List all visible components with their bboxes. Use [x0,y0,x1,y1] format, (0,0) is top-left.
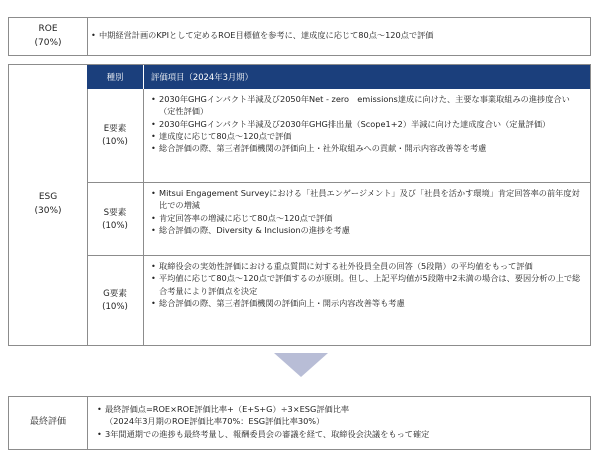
row-type: E要素 [103,123,127,134]
bullet-dot-icon: • [151,94,156,104]
list-item [151,212,582,224]
list-item [151,187,582,212]
list-item-text: 達成度に応じて80点～120点で評価 [159,130,292,141]
roe-bullet [91,29,580,41]
row-weight: (10%) [102,220,128,231]
bullet-dot-icon: • [151,297,156,308]
list-item-text: 平均値に応じて80点～120点で評価するのが原則。但し、上記平均値が5段階中2未満の場合は、要因分析の上で総合考量により評価点を決定 [159,273,581,296]
list-item [151,260,582,272]
roe-label-cell [9,18,88,55]
table-row-s [87,182,590,256]
bullet-dot-icon: • [151,273,156,284]
bullet-dot-icon: • [151,143,156,154]
bullet-dot-icon: • [151,118,156,129]
bullet-dot-icon: • [151,212,156,223]
list-item [151,297,582,309]
list-item-text: Mitsui Engagement Surveyにおける「社員エンゲージメント」及び「社員を活かす環境」肯定回答率の前年度対比での増減 [159,188,580,211]
list-item [97,428,582,440]
list-item-text: 取締役会の実効性評価における重点質問に対する社外役員全員の回答（5段階）の平均値をもって評価 [159,261,533,271]
list-item-text: 2030年GHGインパクト半減及び2050年Net - zero emissions達成に向けた、主要な事業取組みの進捗度合い（定性評価） [159,94,570,117]
bullet-dot-icon: • [151,188,156,198]
esg-label: ESG [38,192,58,203]
bullet-dot-icon: • [91,30,96,40]
esg-section [8,64,591,346]
list-item-text: 3年間通期での進捗も最終考量し、報酬委員会の審議を経て、取締役会決議をもって確定 [105,428,430,439]
row-type: S要素 [103,207,127,218]
bullet-dot-icon: • [97,428,102,439]
row-weight: (10%) [102,136,128,147]
row-type-cell [87,256,144,345]
row-items [144,89,590,182]
down-arrow-icon [274,353,328,377]
roe-content [91,29,580,41]
roe-label: ROE [38,23,58,34]
final-section [8,396,591,450]
esg-table-header [87,65,590,89]
final-label: 最終評価 [29,417,66,428]
row-type: G要素 [103,288,127,299]
table-row-g [87,255,590,345]
header-items: 評価項目（2024年3月期） [151,71,254,82]
bullet-dot-icon: • [151,224,156,235]
bullet-dot-icon: • [151,130,156,141]
list-item-text: 総合評価の際、第三者評価機関の評価向上・社外取組みへの貢献・開示内容改善等を考慮 [159,143,487,154]
final-label-cell [9,397,88,449]
esg-table [87,65,590,345]
row-weight: (10%) [102,301,128,312]
list-item [151,118,582,130]
list-item-text: 肯定回答率の増減に応じて80点～120点で評価 [159,212,333,223]
list-item-text: 総合評価の際、Diversity & Inclusionの進捗を考慮 [159,224,350,235]
list-item-text: 2030年GHGインパクト半減及び2030年GHG排出量（Scope1+2）半減に向けた達成度合い（定量評価） [159,118,551,129]
bullet-dot-icon: • [151,261,156,271]
roe-section [8,17,591,56]
row-items [144,256,590,345]
esg-weight: (30%) [34,206,62,216]
row-type-cell [87,89,144,182]
roe-weight: (70%) [34,37,62,48]
list-item [151,142,582,154]
list-item [151,224,582,236]
table-row-e [87,89,590,182]
header-type: 種別 [87,65,144,89]
final-content [97,403,582,440]
list-item-text: 最終評価点=ROE×ROE評価比率+（E+S+G）÷3×ESG評価比率 （2024年3月期のROE評価比率70%：ESG評価比率30%） [105,404,350,427]
list-item-text: 総合評価の際、第三者評価機関の評価向上・開示内容改善等も考慮 [159,297,405,308]
roe-text: 中期経営計画のKPIとして定めるROE目標値を参考に、達成度に応じて80点～120点で評価 [99,30,434,40]
list-item [151,272,582,297]
list-item [97,403,582,428]
esg-label-cell [9,65,88,345]
bullet-dot-icon: • [97,404,102,414]
list-item [151,93,582,118]
row-type-cell [87,183,144,256]
row-items [144,183,590,256]
list-item [151,130,582,142]
